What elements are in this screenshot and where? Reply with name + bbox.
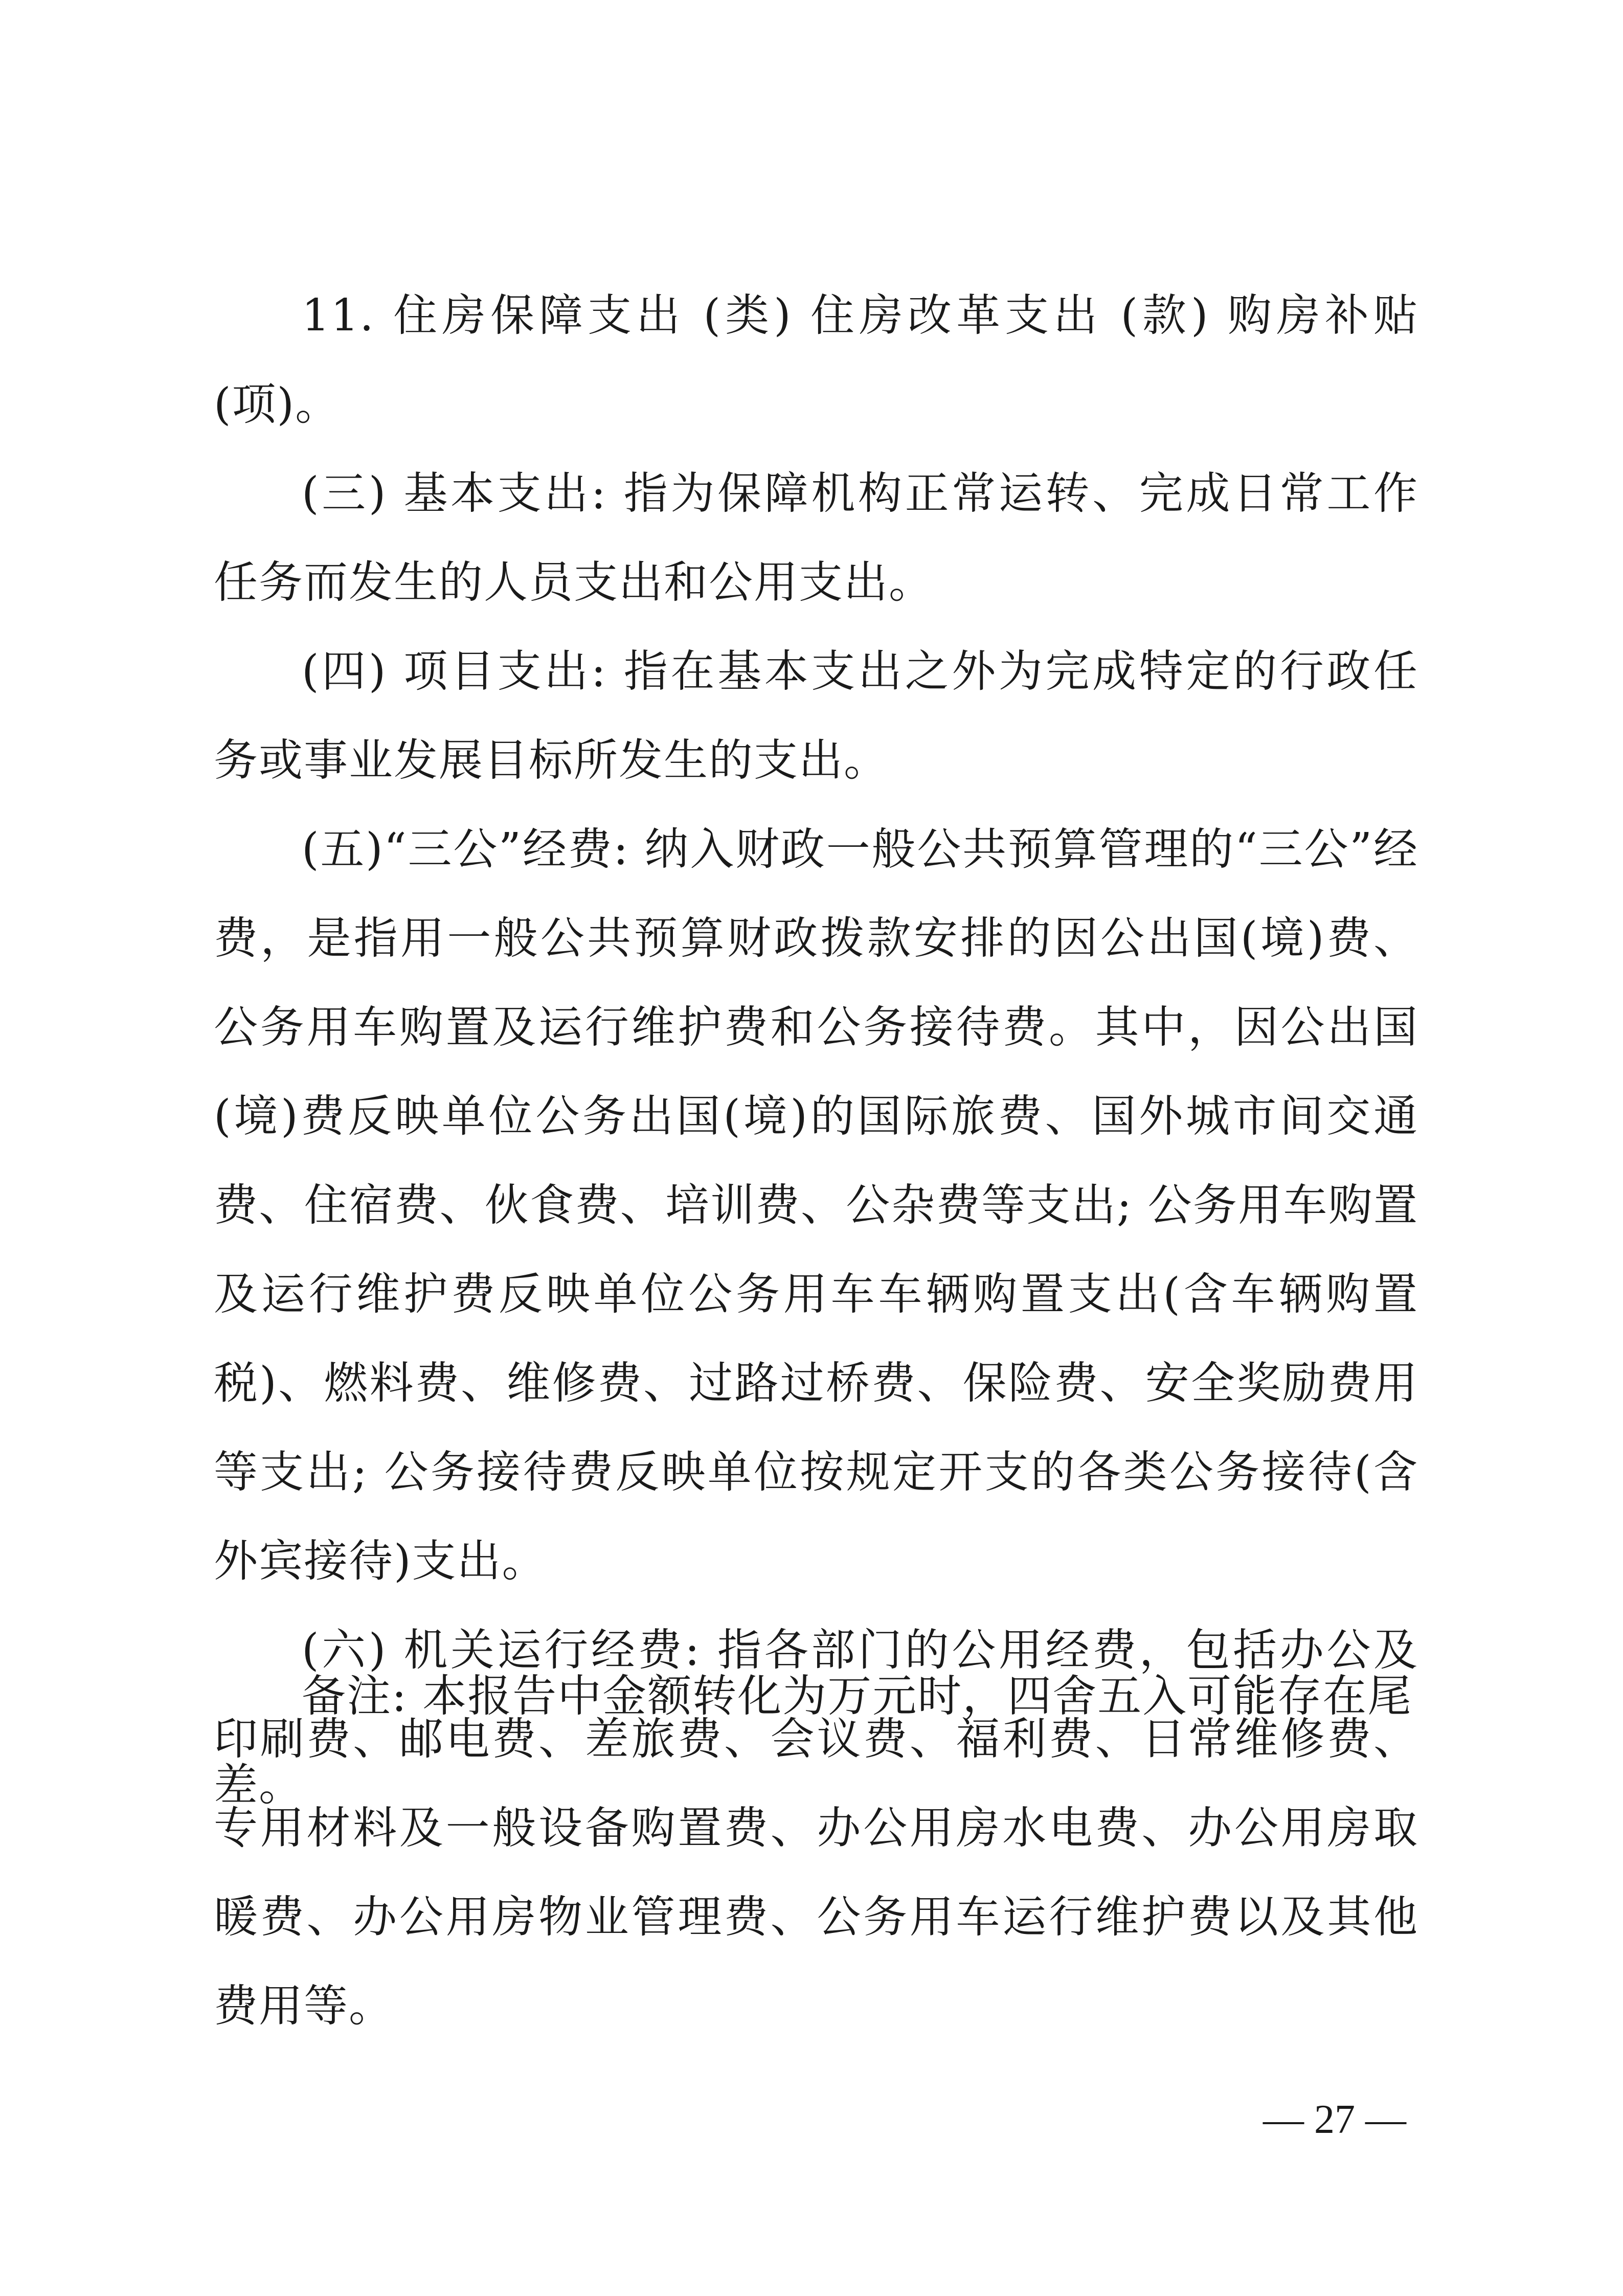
paragraph-operating-funds: (六) 机关运行经费: 指各部门的公用经费，包括办公及印刷费、邮电费、差旅费、会议费、福利费、日常维修费、专用材料及一般设备购置费、办公用房水电费、办公用房取暖费、办公用房物业管理费、公务用车运行维护费以及其他费用等。 [214, 1625, 1418, 2032]
paragraph-three-public-funds: (五)“三公”经费: 纳入财政一般公共预算管理的“三公”经费，是指用一般公共预算财政拨款安排的因公出国(境)费、公务用车购置及运行维护费和公务接待费。其中，因公出国(境)费反映单位公务出国(境)的国际旅费、国外城市间交通费、住宿费、伙食费、培训费、公杂费等支出; 公务用车购置及运行维护费反映单位公务用车车辆购置支出(含车辆购置税)、燃料费、维修费、过路过桥费、保险费、安全奖励费用等支出; 公务接待费反映单位按规定开支的各类公务接待(含外宾接待)支出。 [214, 824, 1418, 1587]
paragraph-basic-expenditure: (三) 基本支出: 指为保障机构正常运转、完成日常工作任务而发生的人员支出和公用支出。 [214, 468, 1418, 608]
paragraph-project-expenditure: (四) 项目支出: 指在基本支出之外为完成特定的行政任务或事业发展目标所发生的支出。 [214, 646, 1418, 786]
remark-note: 备注: 本报告中金额转化为万元时，四舍五入可能存在尾差。 [214, 1671, 1413, 1811]
page-number: — 27 — [1263, 2097, 1406, 2142]
paragraph-housing-subsidy: 11. 住房保障支出 (类) 住房改革支出 (款) 购房补贴 (项)。 [214, 290, 1418, 430]
